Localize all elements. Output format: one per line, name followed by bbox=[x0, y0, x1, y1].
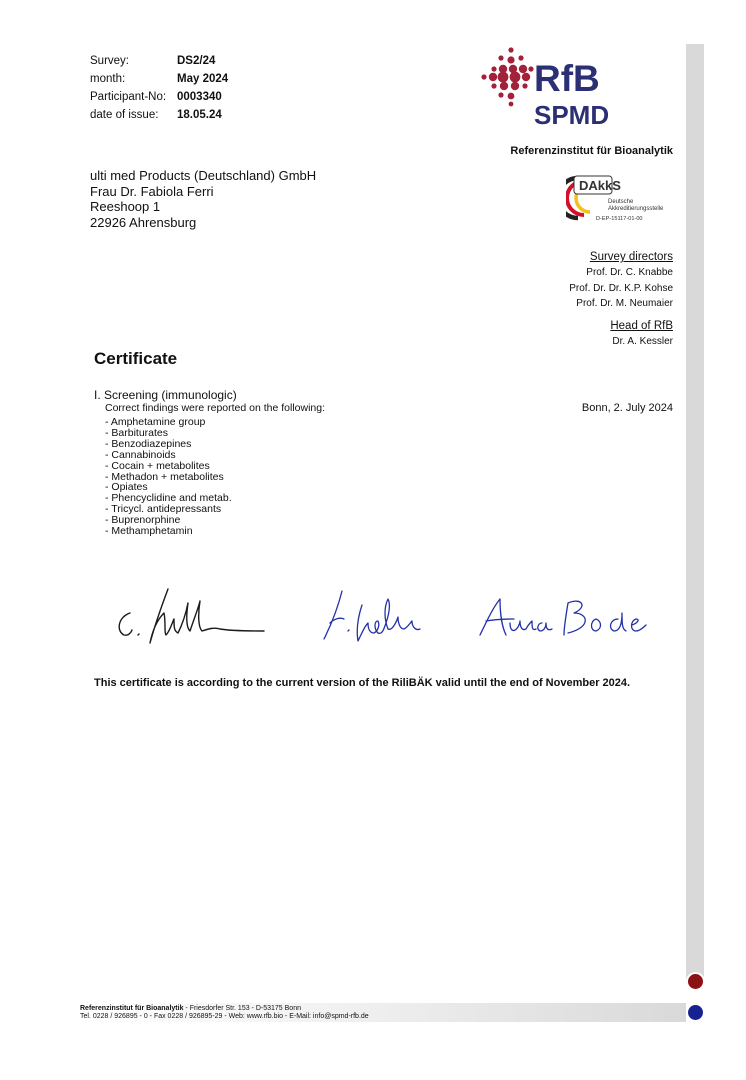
issue-date-label: date of issue: bbox=[90, 109, 159, 121]
survey-directors bbox=[569, 249, 673, 312]
finding-item: - Amphetamine group bbox=[105, 416, 206, 428]
dakks-name: DAkkS bbox=[579, 178, 621, 193]
issue-date-value: 18.05.24 bbox=[177, 109, 222, 121]
section-title: I. Screening (immunologic) bbox=[94, 388, 237, 402]
footer-contact: Tel. 0228 / 926895 - 0 - Fax 0228 / 926895-29 - Web: www.rfb.bio - E-Mail: info@spmd-rfb.de bbox=[80, 1013, 369, 1020]
address-line: 22926 Ahrensburg bbox=[90, 214, 197, 230]
certificate-date: Bonn, 2. July 2024 bbox=[581, 402, 673, 414]
head-name: Dr. A. Kessler bbox=[612, 336, 673, 347]
finding-item: - Methadon + metabolites bbox=[105, 470, 224, 483]
footer-org: Referenzinstitut für Bioanalytik bbox=[80, 1005, 184, 1012]
month-value: May 2024 bbox=[177, 73, 229, 85]
participant-value: 0003340 bbox=[177, 91, 222, 103]
decorative-sidebar bbox=[686, 44, 704, 984]
logo-spmd-text: SPMD bbox=[534, 100, 610, 128]
survey-info bbox=[90, 52, 228, 124]
address-line: Frau Dr. Fabiola Ferri bbox=[90, 183, 214, 199]
participant-label: Participant-No: bbox=[90, 91, 167, 103]
participant-row bbox=[90, 88, 228, 106]
signature-bode bbox=[480, 599, 646, 635]
dakks-line2: Akkreditierungsstelle bbox=[608, 206, 664, 212]
finding-item: - Opiates bbox=[105, 481, 148, 494]
address-line: ulti med Products (Deutschland) GmbH bbox=[90, 168, 317, 183]
logo-rfb-text: RfB bbox=[534, 58, 600, 99]
blue-dot-icon bbox=[686, 1003, 705, 1022]
finding-item: - Cocain + metabolites bbox=[105, 459, 210, 472]
finding-item: - Buprenorphine bbox=[105, 514, 181, 527]
footer-line-1 bbox=[80, 1005, 369, 1013]
validity-statement: This certificate is according to the current version of the RiliBÄK valid until the end of November 2024. bbox=[94, 677, 631, 689]
certificate-title: Certificate bbox=[94, 349, 178, 368]
institute-subtitle: Referenzinstitut für Bioanalytik bbox=[510, 145, 673, 157]
dakks-accreditation-logo bbox=[566, 172, 678, 224]
section-intro: Correct findings were reported on the following: bbox=[105, 402, 326, 414]
directors-heading: Survey directors bbox=[589, 251, 673, 263]
director-name: Prof. Dr. M. Neumaier bbox=[576, 298, 673, 309]
director-name: Prof. Dr. Dr. K.P. Kohse bbox=[569, 282, 673, 294]
red-dot-icon bbox=[686, 972, 705, 991]
finding-item: - Benzodiazepines bbox=[105, 437, 192, 450]
month-label: month: bbox=[90, 73, 126, 85]
rfb-spmd-logo bbox=[480, 44, 650, 128]
finding-item: - Phencyclidine and metab. bbox=[105, 492, 232, 505]
recipient-address bbox=[90, 168, 316, 230]
dakks-line1: Deutsche bbox=[608, 199, 634, 205]
footer-address: - Friesdorfer Str. 153 - D-53175 Bonn bbox=[185, 1005, 301, 1012]
finding-item: - Cannabinoids bbox=[105, 448, 176, 461]
issue-date-row bbox=[90, 106, 228, 124]
dakks-number: D-EP-15117-01-00 bbox=[596, 216, 643, 222]
month-row bbox=[90, 70, 228, 88]
signatures bbox=[112, 583, 652, 658]
head-heading: Head of RfB bbox=[610, 320, 673, 332]
address-line: Reeshoop 1 bbox=[90, 199, 161, 214]
footer bbox=[80, 1005, 369, 1021]
signature-kessler bbox=[324, 591, 420, 641]
survey-value: DS2/24 bbox=[177, 55, 216, 67]
finding-item: - Barbiturates bbox=[105, 426, 169, 439]
findings-list bbox=[105, 417, 232, 537]
finding-item: - Tricycl. antidepressants bbox=[105, 503, 222, 516]
finding-item: - Methamphetamin bbox=[105, 525, 193, 538]
survey-row bbox=[90, 52, 228, 70]
head-of-rfb bbox=[610, 318, 673, 350]
survey-label: Survey: bbox=[90, 55, 129, 67]
logo-dot-cluster bbox=[481, 47, 533, 106]
director-name: Prof. Dr. C. Knabbe bbox=[586, 267, 673, 278]
signature-knabbe bbox=[119, 589, 264, 643]
